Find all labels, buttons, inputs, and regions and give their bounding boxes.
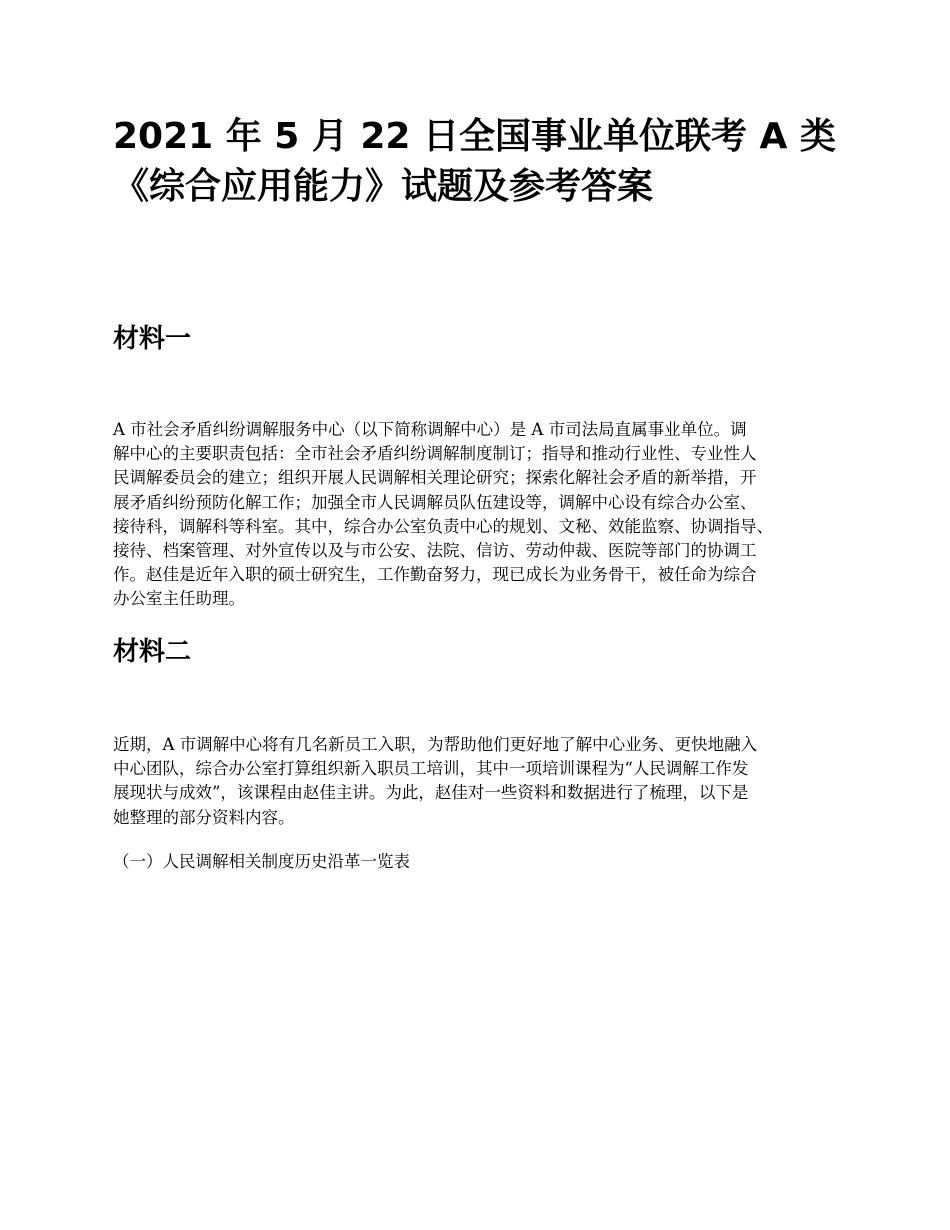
- material-1-paragraph: [113, 418, 853, 612]
- paragraph-line: 中心团队，综合办公室打算组织新入职员工培训，其中一项培训课程为“人民调解工作发: [113, 759, 749, 779]
- paragraph-line: 展现状与成效”，该课程由赵佳主讲。为此，赵佳对一些资料和数据进行了梳理，以下是: [113, 783, 749, 803]
- paragraph-line: 解中心的主要职责包括：全市社会矛盾纠纷调解制度制订；指导和推动行业性、专业性人: [113, 444, 757, 464]
- document-title: [113, 112, 853, 212]
- paragraph-line: 作。赵佳是近年入职的硕士研究生，工作勤奋努力，现已成长为业务骨干，被任命为综合: [113, 565, 757, 585]
- paragraph-line: 办公室主任助理。: [113, 589, 245, 609]
- paragraph-line: 接待、档案管理、对外宣传以及与市公安、法院、信访、劳动仲裁、医院等部门的协调工: [113, 541, 757, 561]
- paragraph-line: 接待科，调解科等科室。其中，综合办公室负责中心的规划、文秘、效能监察、协调指导、: [113, 516, 773, 536]
- paragraph-line: 她整理的部分资料内容。: [113, 807, 295, 827]
- paragraph-line: 近期，A 市调解中心将有几名新员工入职，为帮助他们更好地了解中心业务、更快地融入: [113, 735, 758, 754]
- section-heading-material-1: 材料一: [113, 324, 192, 354]
- table-caption: （一）人民调解相关制度历史沿革一览表: [113, 852, 410, 871]
- paragraph-line: 展矛盾纠纷预防化解工作；加强全市人民调解员队伍建设等，调解中心设有综合办公室、: [113, 492, 757, 512]
- title-line: 《综合应用能力》试题及参考答案: [113, 166, 654, 207]
- material-2-paragraph: [113, 733, 853, 830]
- section-heading-material-2: 材料二: [113, 637, 192, 667]
- paragraph-line: 民调解委员会的建立；组织开展人民调解相关理论研究；探索化解社会矛盾的新举措，开: [113, 468, 757, 488]
- paragraph-line: A 市社会矛盾纠纷调解服务中心（以下简称调解中心）是 A 市司法局直属事业单位。调: [113, 420, 747, 439]
- title-line: 2021 年 5 月 22 日全国事业单位联考 A 类: [113, 116, 836, 157]
